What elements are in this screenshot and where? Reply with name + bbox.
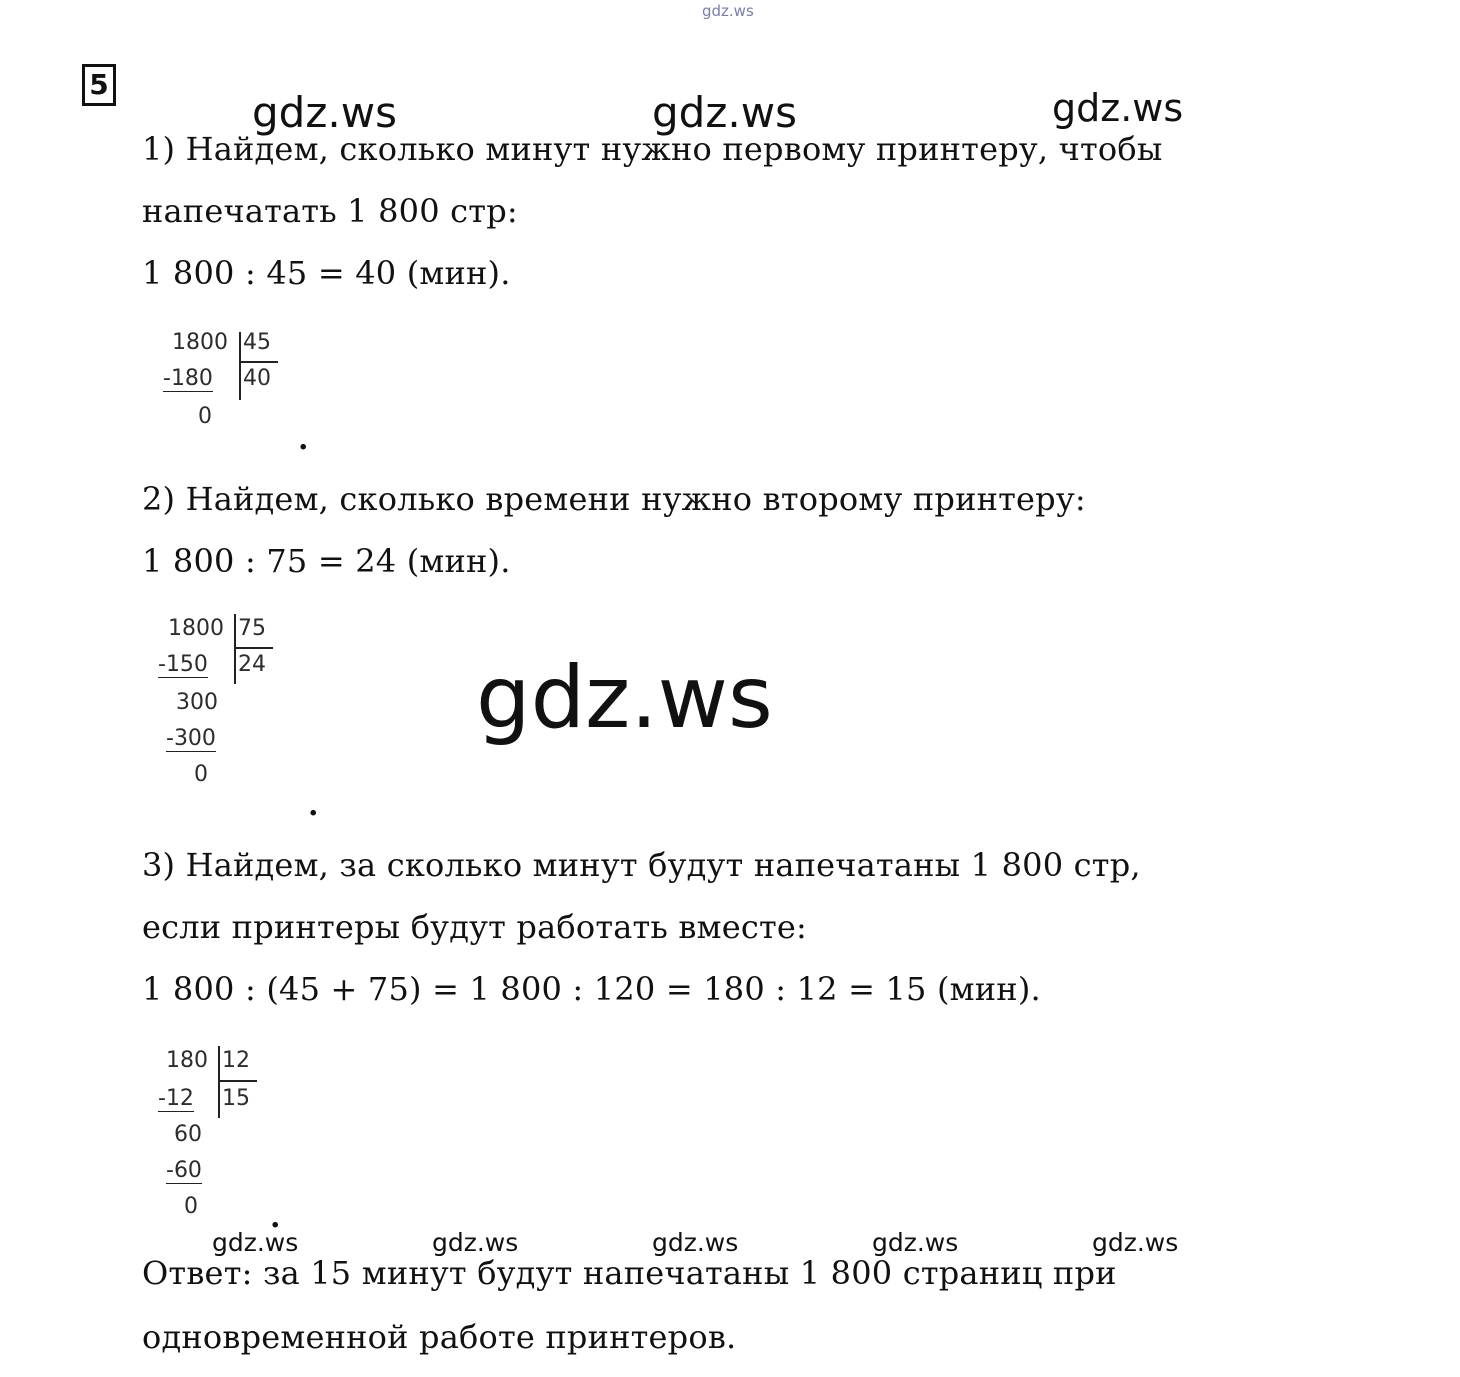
ld3-vertical-bar xyxy=(218,1046,220,1118)
watermark-header-3: gdz.ws xyxy=(1052,86,1184,130)
ld1-dividend: 1800 xyxy=(172,330,228,355)
step3-equation: 1 800 : (45 + 75) = 1 800 : 120 = 180 : 12 = 15 (мин). xyxy=(142,970,1041,1008)
ld1-quotient: 40 xyxy=(243,366,271,391)
ld3-horizontal-bar xyxy=(219,1080,257,1082)
task-number-badge: 5 xyxy=(82,64,116,106)
ld2-vertical-bar xyxy=(234,614,236,684)
watermark-bottom-2: gdz.ws xyxy=(432,1228,519,1257)
ld3-remainder: 0 xyxy=(184,1194,198,1219)
step3-line2: если принтеры будут работать вместе: xyxy=(142,908,807,946)
step2-equation: 1 800 : 75 = 24 (мин). xyxy=(142,542,511,580)
ld1-subtract: -180 xyxy=(163,366,213,391)
watermark-top: gdz.ws xyxy=(702,2,754,20)
ld3-dividend: 180 xyxy=(166,1048,208,1073)
watermark-bottom-1: gdz.ws xyxy=(212,1228,299,1257)
ld1-remainder: 0 xyxy=(198,404,212,429)
watermark-bottom-4: gdz.ws xyxy=(872,1228,959,1257)
step1-line1: 1) Найдем, сколько минут нужно первому принтеру, чтобы xyxy=(142,130,1163,168)
step3-line1: 3) Найдем, за сколько минут будут напечатаны 1 800 стр, xyxy=(142,846,1141,884)
dot-1: . xyxy=(298,422,309,457)
ld2-divisor: 75 xyxy=(238,616,266,641)
ld2-quotient: 24 xyxy=(238,652,266,677)
ld2-horizontal-bar xyxy=(235,647,273,649)
step1-line2: напечатать 1 800 стр: xyxy=(142,192,518,230)
ld3-quotient: 15 xyxy=(222,1086,250,1111)
watermark-bottom-5: gdz.ws xyxy=(1092,1228,1179,1257)
ld1-divisor: 45 xyxy=(243,330,271,355)
ld2-partial: 300 xyxy=(176,690,218,715)
answer-line1: Ответ: за 15 минут будут напечатаны 1 800 страниц при xyxy=(142,1254,1117,1292)
ld2-subtract2: -300 xyxy=(166,726,216,751)
watermark-center: gdz.ws xyxy=(476,648,773,748)
ld3-divisor: 12 xyxy=(222,1048,250,1073)
ld3-subtract1: -12 xyxy=(158,1086,194,1111)
watermark-header-1: gdz.ws xyxy=(252,88,397,137)
ld3-partial: 60 xyxy=(174,1122,202,1147)
ld2-dividend: 1800 xyxy=(168,616,224,641)
watermark-bottom-3: gdz.ws xyxy=(652,1228,739,1257)
dot-3: . xyxy=(270,1200,281,1235)
ld1-vertical-bar xyxy=(239,332,241,400)
ld3-subtract2: -60 xyxy=(166,1158,202,1183)
ld2-remainder: 0 xyxy=(194,762,208,787)
ld1-horizontal-bar xyxy=(240,361,278,363)
ld2-subtract1: -150 xyxy=(158,652,208,677)
answer-line2: одновременной работе принтеров. xyxy=(142,1318,737,1356)
step2-line1: 2) Найдем, сколько времени нужно второму принтеру: xyxy=(142,480,1086,518)
watermark-header-2: gdz.ws xyxy=(652,88,797,137)
step1-equation: 1 800 : 45 = 40 (мин). xyxy=(142,254,511,292)
dot-2: . xyxy=(308,788,319,823)
